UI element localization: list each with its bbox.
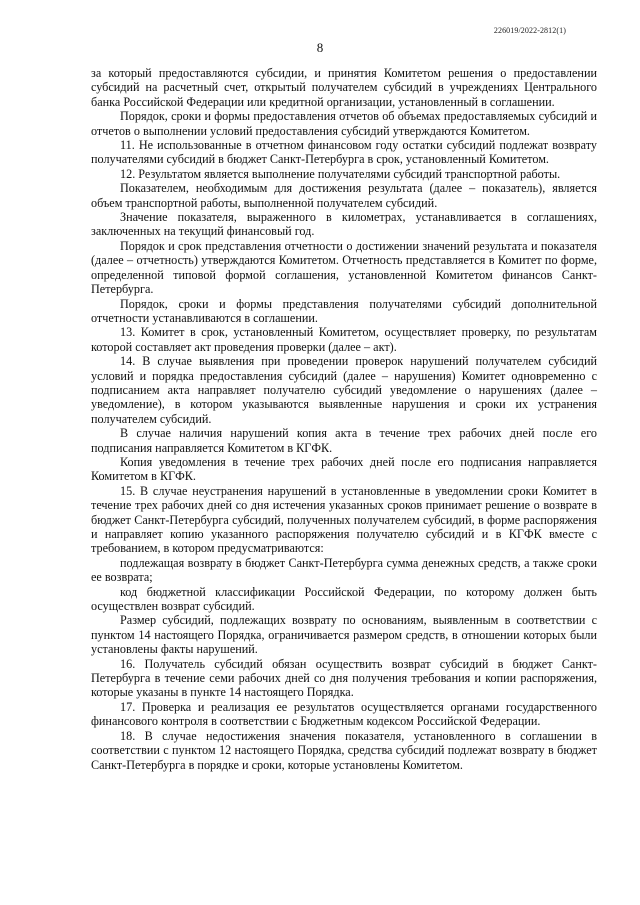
paragraph-additional-reporting: Порядок, сроки и формы представления получателями субсидий дополнительной отчетности устанавливаются в соглашении. [91, 296, 597, 325]
paragraph-notice-copy: Копия уведомления в течение трех рабочих дней после его подписания направляется Комитетом в КГФК. [91, 454, 597, 484]
paragraph-reporting-order: Порядок и срок представления отчетности о достижении значений результата и показателя (далее – отчетность) утверждаются Комитетом. Отчетность представляется в Комитет по форме, определенной типовой формой соглашения, установленной Комитетом финансов Санкт-Петербурга. [91, 238, 597, 297]
paragraph-item-13: 13. Комитет в срок, установленный Комитетом, осуществляет проверку, по результатам которой составляет акт проведения проверки (далее – акт). [91, 325, 597, 354]
paragraph-return-amount: подлежащая возврату в бюджет Санкт-Петербурга сумма денежных средств, а также сроки ее возврата; [91, 555, 597, 585]
paragraph-item-11: 11. Не использованные в отчетном финансовом году остатки субсидий подлежат возврату получателями субсидий в бюджет Санкт-Петербурга в срок, установленный Комитетом. [91, 138, 597, 167]
paragraph-act-copy: В случае наличия нарушений копия акта в течение трех рабочих дней после его подписания направляется Комитетом в КГФК. [91, 426, 597, 455]
paragraph-item-16: 16. Получатель субсидий обязан осуществить возврат субсидий в бюджет Санкт-Петербурга в течение семи рабочих дней со дня получения требования и копии распоряжения, которые указаны в пункте 14 настоящего Порядка. [91, 656, 597, 700]
paragraph-return-size: Размер субсидий, подлежащих возврату по основаниям, выявленным в соответствии с пунктом 14 настоящего Порядка, ограничивается размером средств, в отношении которых были установлены факты нарушений. [91, 613, 597, 657]
paragraph-budget-code: код бюджетной классификации Российской Федерации, по которому должен быть осуществлен возврат субсидий. [91, 584, 597, 614]
paragraph-continuation: за который предоставляются субсидии, и принятия Комитетом решения о предоставлении субсидий на расчетный счет, открытый получателем субсидий в учреждениях Центрального банка Российской Федерации или кредитной организации, установленный в соглашении. [91, 66, 597, 109]
paragraph-item-12: 12. Результатом является выполнение получателями субсидий транспортной работы. [120, 166, 561, 181]
paragraph-indicator: Показателем, необходимым для достижения результата (далее – показатель), является объем транспортной работы, выполненной получателем субсидий. [91, 181, 597, 210]
document-body [91, 66, 597, 772]
page-number: 8 [316, 40, 324, 55]
paragraph-indicator-value: Значение показателя, выраженного в километрах, устанавливается в соглашениях, заключенных на текущий финансовый год. [91, 210, 597, 239]
document-id: 226019/2022-2812(1) [493, 26, 566, 35]
paragraph-item-18: 18. В случае недостижения значения показателя, установленного в соглашении в соответствии с пунктом 12 настоящего Порядка, средства субсидий подлежат возврату в бюджет Санкт-Петербурга в порядке и сроки, которые установлены Комитетом. [91, 728, 597, 772]
paragraph-item-15: 15. В случае неустранения нарушений в установленные в уведомлении сроки Комитет в течение трех рабочих дней со дня истечения указанных сроков принимает решение о возврате в бюджет Санкт-Петербурга субсидий, полученных получателем субсидий, в форме распоряжения и направляет копию указанного распоряжения получателю субсидий и в КГФК вместе с требованием, в котором предусматриваются: [91, 483, 597, 556]
paragraph-report-forms: Порядок, сроки и формы предоставления отчетов об объемах предоставляемых субсидий и отчетов о выполнении условий предоставления субсидий утверждаются Комитетом. [91, 109, 597, 138]
paragraph-item-17: 17. Проверка и реализация ее результатов осуществляется органами государственного финансового контроля в соответствии с Бюджетным кодексом Российской Федерации. [91, 699, 597, 729]
paragraph-item-14: 14. В случае выявления при проведении проверок нарушений получателем субсидий условий и порядка предоставления субсидий (далее – нарушения) Комитет одновременно с подписанием акта направляет получателю субсидий уведомление о нарушениях (далее – уведомление), в котором указываются выявленные нарушения и сроки их устранения получателем субсидий. [91, 354, 597, 426]
